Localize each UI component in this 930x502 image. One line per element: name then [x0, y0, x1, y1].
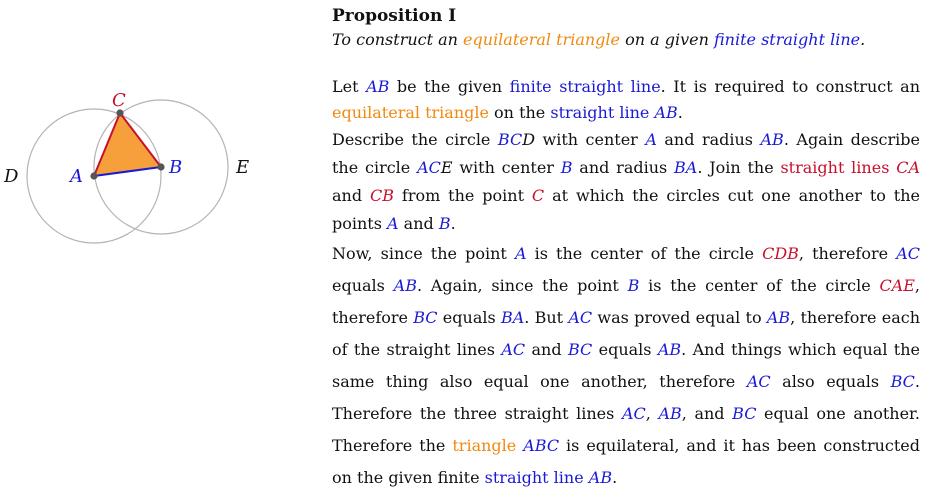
text-run: be the given	[389, 77, 510, 96]
paragraph-construction	[332, 126, 920, 238]
math-symbol: BC	[413, 308, 438, 327]
text-run: . But	[524, 308, 569, 327]
text-run: .	[612, 468, 618, 487]
text-run: straight line	[484, 468, 584, 487]
math-symbol: AB	[760, 130, 784, 149]
math-symbol: AB	[766, 308, 791, 327]
text-run: and	[332, 186, 370, 205]
math-symbol: AC	[417, 158, 441, 177]
text-run: from the point	[394, 186, 532, 205]
math-symbol: A	[645, 130, 657, 149]
text-run: finite straight line	[714, 30, 861, 49]
math-symbol: B	[560, 158, 573, 177]
text-run: is equilateral, and it has been constructed on the given finite	[332, 436, 920, 487]
math-symbol: AB	[366, 77, 390, 96]
text-run: was proved equal to	[592, 308, 767, 327]
label-c: C	[112, 90, 126, 111]
paragraph-intro	[332, 74, 920, 126]
text-run: on a given	[620, 30, 714, 49]
text-run: at which the circles cut one another to the points	[332, 186, 921, 233]
text-run: equals	[437, 308, 501, 327]
math-symbol: AB	[393, 276, 417, 295]
label-d: D	[4, 166, 19, 187]
math-symbol: AC	[896, 244, 921, 263]
math-symbol: AB	[588, 468, 613, 487]
math-symbol: ABC	[523, 436, 560, 455]
math-symbol: CAE	[879, 276, 915, 295]
text-run: equilateral triangle	[463, 30, 620, 49]
text-run: also equals	[770, 372, 891, 391]
proposition-statement	[332, 28, 920, 52]
text-run: and radius	[572, 158, 675, 177]
math-symbol: AC	[568, 308, 593, 327]
math-symbol: A	[514, 244, 527, 263]
text-run: . Join the	[697, 158, 781, 177]
math-symbol: CDB	[762, 244, 799, 263]
math-symbol: B	[438, 214, 451, 233]
text-run: . Again describe the circle	[332, 130, 920, 177]
text-run: Now, since the point	[332, 244, 515, 263]
label-b: B	[169, 157, 183, 178]
math-symbol: C	[531, 186, 545, 205]
text-run: . Therefore the three straight lines	[332, 372, 921, 423]
text-run: , therefore	[332, 276, 921, 327]
paragraph-proof	[332, 238, 920, 494]
text-run: and radius	[656, 130, 761, 149]
label-a: A	[70, 166, 83, 187]
text-run: finite straight line	[509, 77, 661, 96]
text-run: .	[450, 214, 456, 233]
math-symbol: AB	[658, 404, 682, 423]
point-a-dot	[90, 172, 97, 179]
text-run: is the center of the circle	[526, 244, 763, 263]
text-run: equals	[592, 340, 658, 359]
math-symbol: B	[627, 276, 640, 295]
point-b-dot	[157, 163, 164, 170]
math-symbol: D	[522, 130, 536, 149]
euclid-diagram	[0, 80, 290, 250]
math-symbol: BA	[674, 158, 698, 177]
text-run: ,	[645, 404, 659, 423]
math-symbol: AC	[501, 340, 526, 359]
text-run: and	[398, 214, 439, 233]
text-run: equals	[332, 276, 394, 295]
text-run: , therefore	[798, 244, 897, 263]
text-run: .	[677, 103, 683, 122]
text-run: straight line	[550, 103, 650, 122]
text-run: . It is required to construct an	[660, 77, 921, 96]
text-run: . Again, since the point	[416, 276, 628, 295]
proposition-title: Proposition I	[332, 6, 457, 26]
text-run: equal one another. Therefore the	[332, 404, 921, 455]
math-symbol: CB	[370, 186, 394, 205]
proposition-text	[332, 4, 920, 494]
math-symbol: E	[440, 158, 453, 177]
math-symbol: BA	[500, 308, 525, 327]
text-run: with center	[452, 158, 561, 177]
text-run: on the	[488, 103, 551, 122]
text-run: To construct an	[332, 30, 464, 49]
text-run: with center	[535, 130, 646, 149]
text-run: triangle	[452, 436, 517, 455]
math-symbol: AB	[657, 340, 682, 359]
math-symbol: CA	[896, 158, 920, 177]
math-symbol: AC	[746, 372, 771, 391]
math-symbol: AB	[654, 103, 678, 122]
construction-figure	[0, 80, 290, 250]
text-run: straight lines	[780, 158, 890, 177]
text-run: .	[860, 30, 866, 49]
math-symbol: BC	[497, 130, 523, 149]
text-run: Let	[332, 77, 367, 96]
text-run: , and	[681, 404, 733, 423]
math-symbol: AC	[621, 404, 646, 423]
text-run: and	[525, 340, 568, 359]
math-symbol: BC	[567, 340, 593, 359]
math-symbol: BC	[890, 372, 915, 391]
label-e: E	[236, 157, 250, 178]
math-symbol: A	[387, 214, 399, 233]
math-symbol: BC	[732, 404, 757, 423]
text-run: Describe the circle	[332, 130, 498, 149]
text-run: is the center of the circle	[639, 276, 880, 295]
text-run: equilateral triangle	[332, 103, 489, 122]
text-run: , therefore each of the straight lines	[332, 308, 920, 359]
text-run: . And things which equal the same thing also equal one another, therefore	[332, 340, 921, 391]
